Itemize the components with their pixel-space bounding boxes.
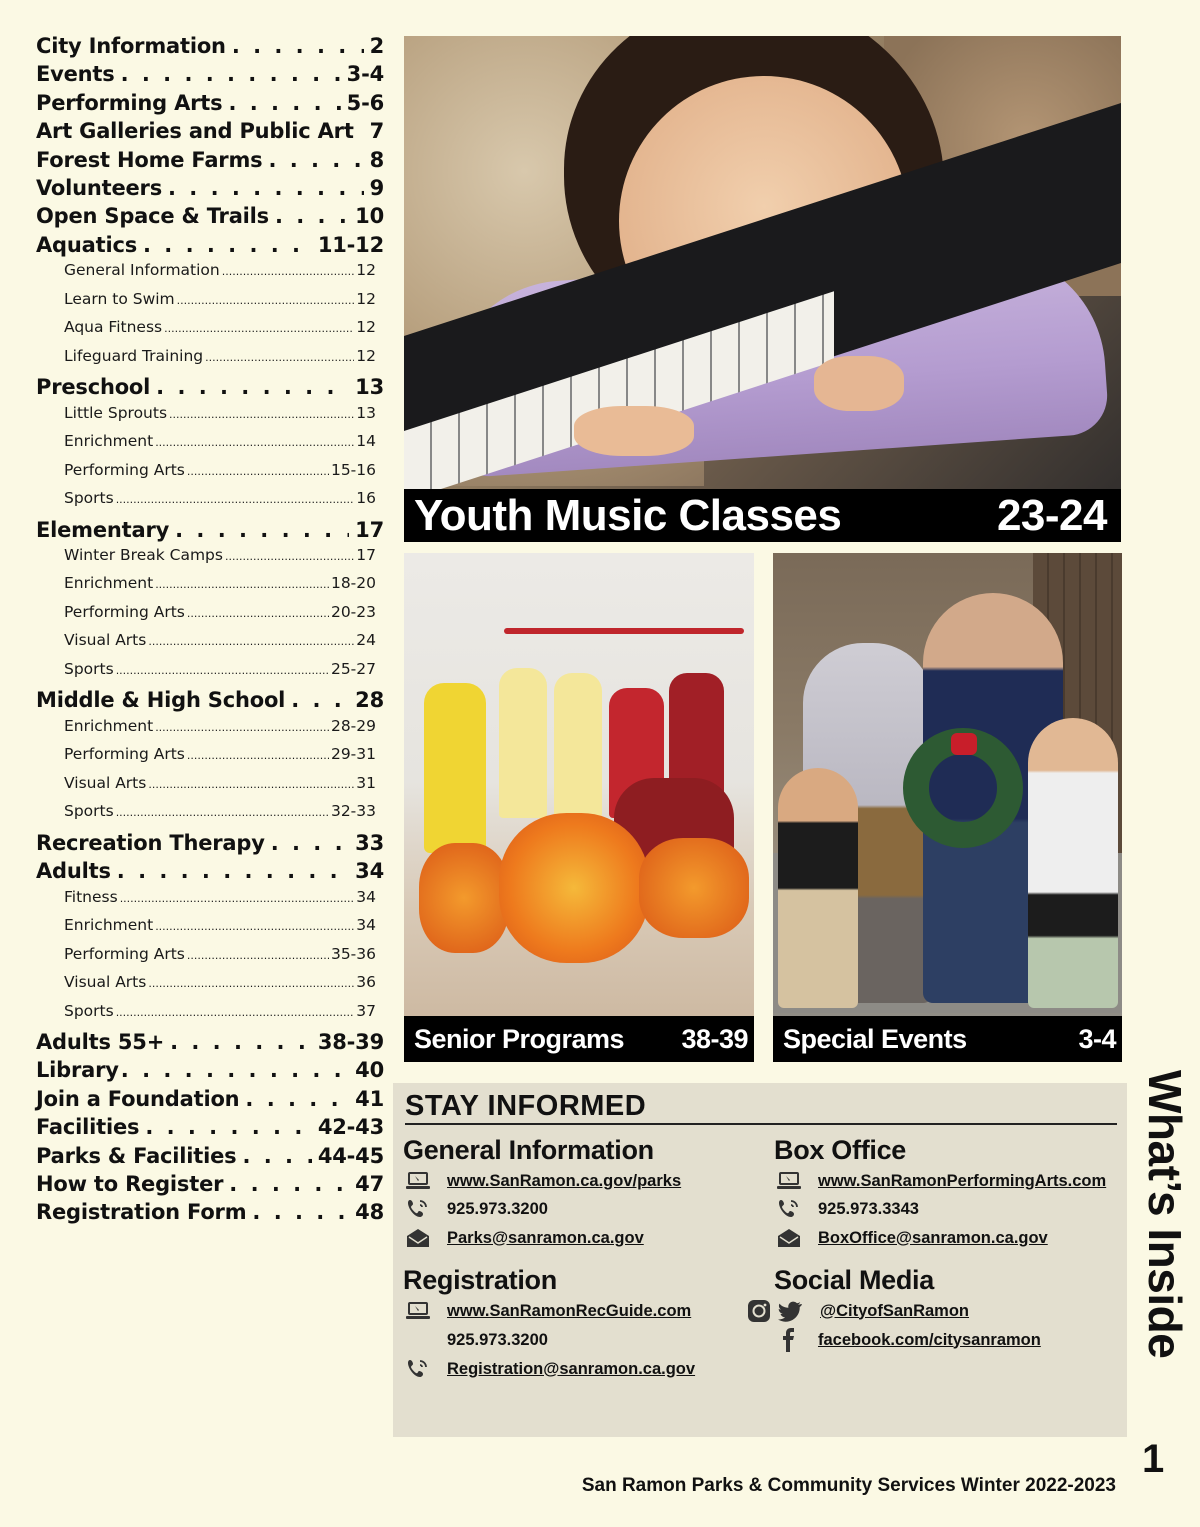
performer bbox=[424, 683, 486, 853]
general-website-link[interactable]: www.SanRamon.ca.gov/parks bbox=[447, 1171, 682, 1190]
person-girl bbox=[1028, 718, 1118, 1008]
senior-programs-photo[interactable] bbox=[404, 553, 754, 1062]
box-office-email-row bbox=[774, 1224, 1048, 1252]
performer bbox=[554, 673, 602, 818]
computer-icon bbox=[403, 1168, 433, 1194]
toc-subentry[interactable]: General Information ..... 12 bbox=[36, 261, 384, 290]
registration-website-link[interactable]: www.SanRamonRecGuide.com bbox=[447, 1301, 692, 1320]
child-hand bbox=[814, 356, 904, 411]
box-office-web-row bbox=[774, 1167, 1106, 1195]
special-events-photo[interactable] bbox=[773, 553, 1122, 1062]
phone-icon bbox=[403, 1196, 433, 1222]
youth-music-photo[interactable] bbox=[404, 36, 1121, 542]
toc-subentry[interactable]: Enrichment ..... 34 bbox=[36, 916, 384, 945]
email-icon bbox=[403, 1225, 433, 1251]
toc-subentry[interactable]: Enrichment ..... 14 bbox=[36, 432, 384, 461]
phone-icon bbox=[403, 1356, 433, 1382]
toc-subentry[interactable]: Sports ..... 37 bbox=[36, 1002, 384, 1031]
special-events-caption bbox=[773, 1016, 1122, 1062]
lion-costume bbox=[499, 813, 649, 963]
registration-email-link[interactable]: Registration@sanramon.ca.gov bbox=[447, 1359, 696, 1378]
social-media-heading: Social Media bbox=[774, 1265, 934, 1295]
toc-subentry[interactable]: Visual Arts ..... 31 bbox=[36, 774, 384, 803]
toc-entry[interactable]: Volunteers . . . 9 bbox=[36, 176, 384, 204]
toc-subentry[interactable]: Visual Arts ..... 36 bbox=[36, 973, 384, 1002]
toc-entry[interactable]: Aquatics . . . 11-12 bbox=[36, 233, 384, 261]
lion-costume bbox=[639, 838, 749, 938]
social-handle-row bbox=[744, 1297, 969, 1325]
general-web-row bbox=[403, 1167, 681, 1195]
general-info-heading: General Information bbox=[403, 1135, 654, 1165]
toc-entry[interactable]: Preschool . . . 13 bbox=[36, 375, 384, 403]
phone-icon bbox=[774, 1196, 804, 1222]
registration-email-row bbox=[403, 1355, 695, 1383]
toc-entry[interactable]: Events . . . 3-4 bbox=[36, 62, 384, 90]
youth-music-caption bbox=[404, 489, 1121, 542]
toc-entry[interactable]: Open Space & Trails . . . 10 bbox=[36, 204, 384, 232]
feature-pages: 3-4 bbox=[1078, 1023, 1116, 1054]
facebook-icon[interactable] bbox=[774, 1327, 804, 1353]
toc-entry[interactable]: Art Galleries and Public Art 7 bbox=[36, 119, 384, 144]
toc-subentry[interactable]: Performing Arts ..... 35-36 bbox=[36, 945, 384, 974]
wall-garland bbox=[504, 628, 744, 634]
performer bbox=[499, 668, 547, 818]
toc-entry[interactable]: Library . . . 40 bbox=[36, 1058, 384, 1086]
table-of-contents bbox=[36, 34, 384, 1229]
feature-pages: 38-39 bbox=[681, 1023, 748, 1054]
wreath-bow bbox=[951, 733, 977, 755]
toc-entry[interactable]: Registration Form . . . 48 bbox=[36, 1200, 384, 1228]
box-office-phone: 925.973.3343 bbox=[818, 1199, 919, 1218]
general-phone-row bbox=[403, 1195, 548, 1223]
registration-web-row bbox=[403, 1297, 691, 1325]
feature-title: Youth Music Classes bbox=[414, 490, 842, 540]
toc-subentry[interactable]: Learn to Swim ..... 12 bbox=[36, 290, 384, 319]
toc-entry[interactable]: City Information . . . 2 bbox=[36, 34, 384, 62]
toc-entry[interactable]: How to Register . . . 47 bbox=[36, 1172, 384, 1200]
toc-entry[interactable]: Forest Home Farms . . . 8 bbox=[36, 148, 384, 176]
registration-phone: 925.973.3200 bbox=[447, 1330, 548, 1349]
toc-subentry[interactable]: Enrichment ..... 28-29 bbox=[36, 717, 384, 746]
toc-subentry[interactable]: Sports ..... 16 bbox=[36, 489, 384, 518]
registration-heading: Registration bbox=[403, 1265, 557, 1295]
facebook-link[interactable]: facebook.com/citysanramon bbox=[818, 1330, 1041, 1349]
box-office-heading: Box Office bbox=[774, 1135, 907, 1165]
toc-entry[interactable]: Middle & High School . . . 28 bbox=[36, 688, 384, 716]
stay-informed-title: STAY INFORMED bbox=[405, 1089, 1117, 1125]
toc-subentry[interactable]: Sports ..... 25-27 bbox=[36, 660, 384, 689]
feature-title: Special Events bbox=[783, 1023, 967, 1054]
feature-pages: 23-24 bbox=[996, 490, 1107, 540]
footer-publication: San Ramon Parks & Community Services Winter 2022-2023 bbox=[581, 1475, 1116, 1496]
toc-entry[interactable]: Facilities . . . 42-43 bbox=[36, 1115, 384, 1143]
general-email-link[interactable]: Parks@sanramon.ca.gov bbox=[447, 1228, 644, 1247]
toc-subentry[interactable]: Performing Arts ..... 29-31 bbox=[36, 745, 384, 774]
toc-entry[interactable]: Parks & Facilities . . . 44-45 bbox=[36, 1144, 384, 1172]
senior-programs-caption bbox=[404, 1016, 754, 1062]
registration-phone-row bbox=[447, 1326, 548, 1354]
facebook-row bbox=[774, 1326, 1041, 1354]
toc-entry[interactable]: Elementary . . . 17 bbox=[36, 518, 384, 546]
general-email-row bbox=[403, 1224, 644, 1252]
box-office-email-link[interactable]: BoxOffice@sanramon.ca.gov bbox=[818, 1228, 1048, 1247]
toc-subentry[interactable]: Little Sprouts ..... 13 bbox=[36, 404, 384, 433]
twitter-icon[interactable] bbox=[776, 1298, 806, 1324]
computer-icon bbox=[774, 1168, 804, 1194]
toc-entry[interactable]: Join a Foundation . . . 41 bbox=[36, 1087, 384, 1115]
toc-subentry[interactable]: Visual Arts ..... 24 bbox=[36, 631, 384, 660]
toc-subentry[interactable]: Lifeguard Training ..... 12 bbox=[36, 347, 384, 376]
whats-inside-title: What’s Inside bbox=[1139, 1070, 1191, 1359]
box-office-phone-row bbox=[774, 1195, 919, 1223]
toc-subentry[interactable]: Fitness ..... 34 bbox=[36, 888, 384, 917]
child-hand bbox=[574, 406, 694, 456]
general-phone: 925.973.3200 bbox=[447, 1199, 548, 1218]
feature-title: Senior Programs bbox=[414, 1023, 625, 1054]
social-handle-link[interactable]: @CityofSanRamon bbox=[820, 1301, 970, 1320]
toc-entry[interactable]: Performing Arts . . . 5-6 bbox=[36, 91, 384, 119]
stay-informed-panel bbox=[393, 1083, 1127, 1437]
toc-entry[interactable]: Adults . . . 34 bbox=[36, 859, 384, 887]
instagram-icon[interactable] bbox=[744, 1298, 774, 1324]
toc-subentry[interactable]: Aqua Fitness ..... 12 bbox=[36, 318, 384, 347]
person-boy bbox=[778, 768, 858, 1008]
toc-subentry[interactable]: Sports ..... 32-33 bbox=[36, 802, 384, 831]
lion-costume bbox=[419, 843, 509, 953]
computer-icon bbox=[403, 1298, 433, 1324]
toc-subentry[interactable]: Winter Break Camps ..... 17 bbox=[36, 546, 384, 575]
email-icon bbox=[774, 1225, 804, 1251]
toc-subentry[interactable]: Performing Arts ..... 20-23 bbox=[36, 603, 384, 632]
box-office-website-link[interactable]: www.SanRamonPerformingArts.com bbox=[818, 1171, 1107, 1190]
page-number: 1 bbox=[1142, 1437, 1165, 1481]
toc-entry[interactable]: Adults 55+ . . . 38-39 bbox=[36, 1030, 384, 1058]
toc-subentry[interactable]: Enrichment ..... 18-20 bbox=[36, 574, 384, 603]
toc-entry[interactable]: Recreation Therapy . . . 33 bbox=[36, 831, 384, 859]
toc-subentry[interactable]: Performing Arts ..... 15-16 bbox=[36, 461, 384, 490]
